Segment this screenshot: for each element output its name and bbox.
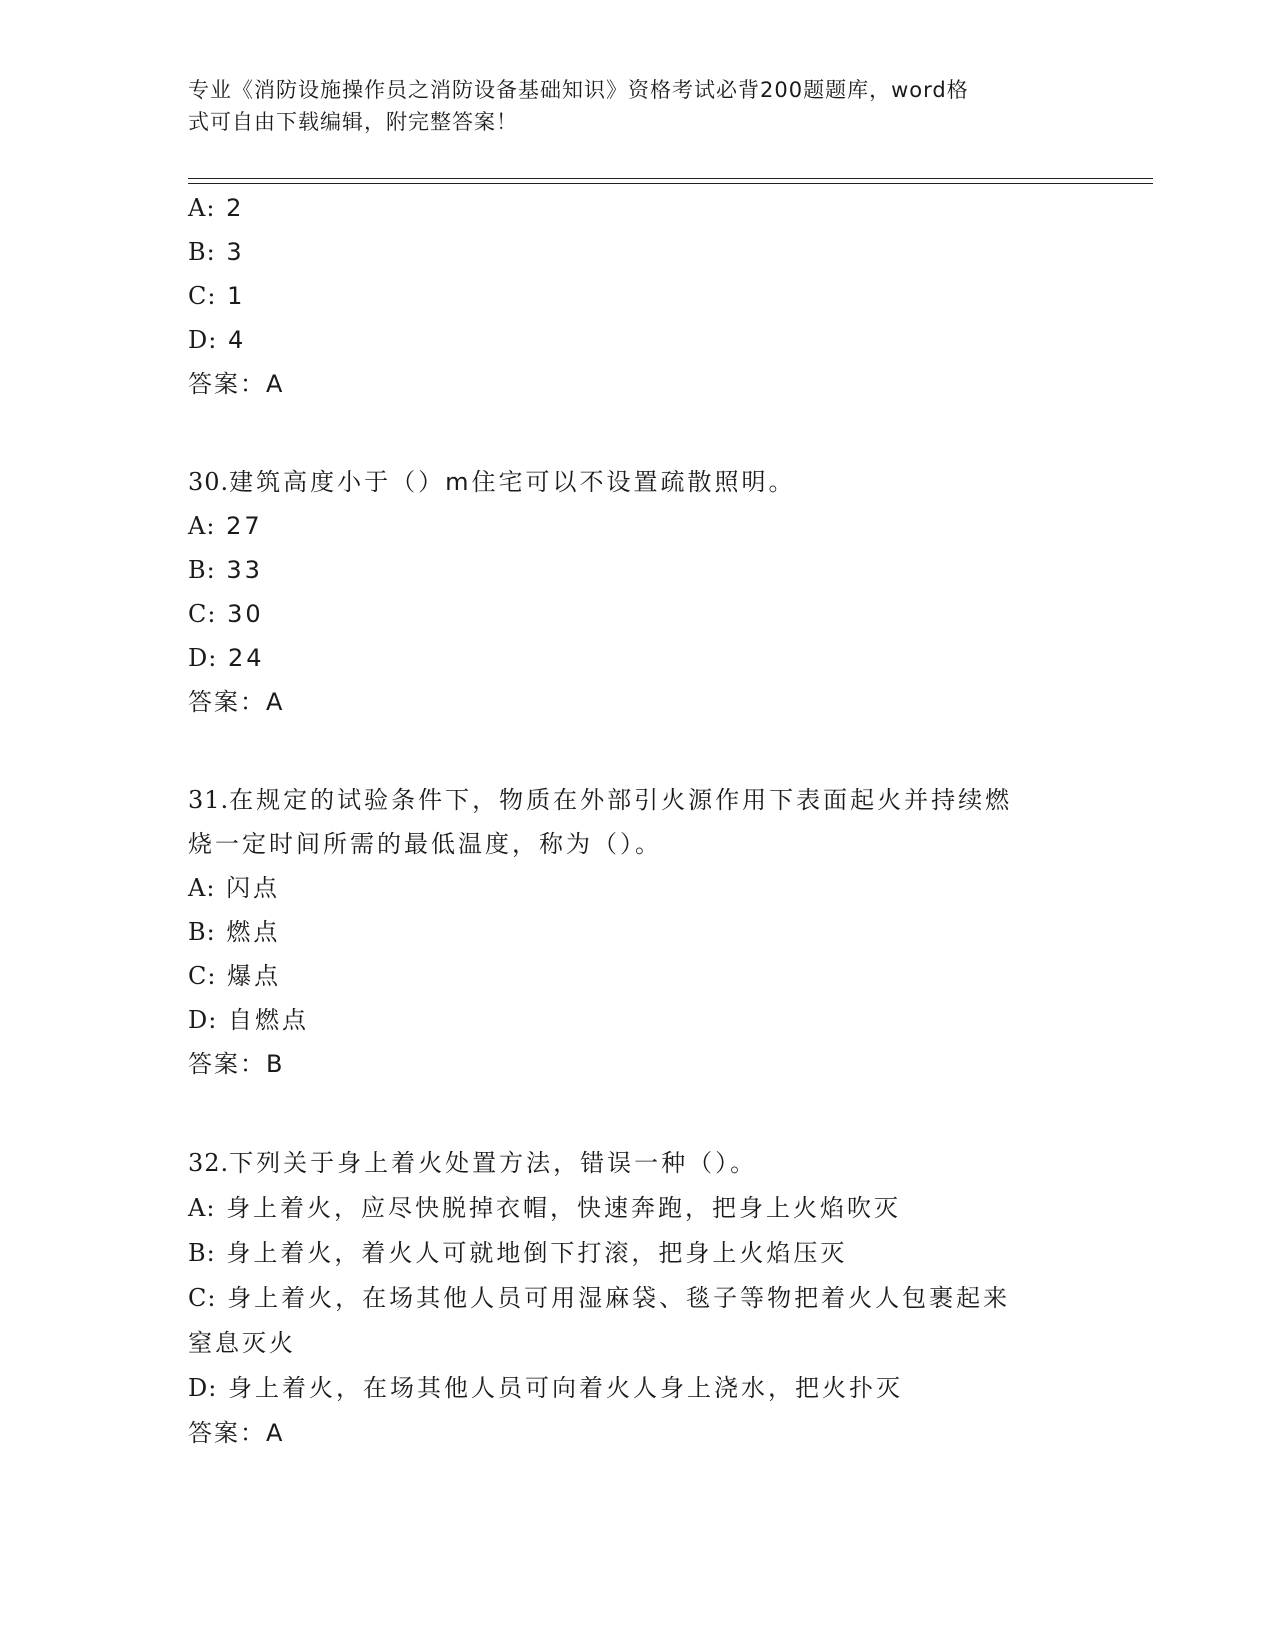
answer-label: 答案：: [188, 1419, 266, 1447]
option-label: A:: [188, 194, 216, 222]
option-label: D:: [188, 644, 218, 672]
header-line-2: 式可自由下载编辑，附完整答案！: [188, 110, 518, 134]
option-text: 自燃点: [227, 1006, 309, 1034]
option-text: 身上着火，在场其他人员可向着火人身上浇水，把火扑灭: [227, 1374, 903, 1402]
question-text: 建筑高度小于（）m住宅可以不设置疏散照明。: [229, 468, 796, 496]
option-d: [188, 643, 265, 673]
option-c-continued: [188, 1328, 296, 1358]
answer-label: 答案：: [188, 370, 266, 398]
option-label: D:: [188, 326, 218, 354]
option-a: [188, 511, 263, 541]
option-label: A:: [188, 874, 216, 902]
option-text: 身上着火，着火人可就地倒下打滚，把身上火焰压灭: [226, 1239, 848, 1267]
question-stem: [188, 1148, 757, 1178]
option-text: 身上着火，应尽快脱掉衣帽，快速奔跑，把身上火焰吹灭: [226, 1194, 902, 1222]
option-text: 窒息灭火: [188, 1329, 296, 1357]
header-line-1: 专业《消防设施操作员之消防设备基础知识》资格考试必背200题题库，word格: [188, 78, 969, 102]
option-c: [188, 599, 264, 629]
option-d: [188, 1373, 903, 1403]
option-d: [188, 325, 246, 355]
option-label: B:: [188, 1239, 216, 1267]
option-label: C:: [188, 600, 217, 628]
answer-line: [188, 1418, 285, 1448]
option-text: 27: [226, 512, 263, 540]
option-text: 燃点: [226, 918, 281, 946]
answer-value: B: [266, 1050, 286, 1078]
option-text: 爆点: [227, 962, 282, 990]
option-b: [188, 1238, 847, 1268]
answer-line: [188, 1049, 285, 1079]
question-stem-continued: [188, 829, 662, 859]
question-stem: [188, 467, 796, 497]
option-label: B:: [188, 238, 216, 266]
option-a: [188, 873, 280, 903]
option-text: 身上着火，在场其他人员可用湿麻袋、毯子等物把着火人包裹起来: [227, 1284, 1011, 1312]
header-divider-bottom: [188, 183, 1153, 184]
option-c: [188, 281, 245, 311]
header-divider-top: [188, 178, 1153, 179]
option-text: 4: [227, 326, 247, 354]
question-number: 31.: [188, 786, 230, 814]
option-d: [188, 1005, 309, 1035]
option-label: C:: [188, 1284, 217, 1312]
option-a: [188, 193, 244, 223]
question-number: 30.: [188, 468, 230, 496]
option-text: 2: [226, 194, 245, 222]
option-c: [188, 961, 281, 991]
question-text: 烧一定时间所需的最低温度，称为（）。: [188, 830, 662, 858]
option-label: A:: [188, 512, 216, 540]
answer-line: [188, 687, 285, 717]
option-label: C:: [188, 282, 217, 310]
option-label: B:: [188, 918, 216, 946]
option-c: [188, 1283, 1010, 1313]
question-text: 在规定的试验条件下，物质在外部引火源作用下表面起火并持续燃: [229, 786, 1013, 814]
option-b: [188, 917, 280, 947]
option-text: 30: [227, 600, 264, 628]
answer-value: A: [266, 688, 286, 716]
option-b: [188, 555, 263, 585]
question-stem: [188, 785, 1012, 815]
question-text: 下列关于身上着火处置方法，错误一种（）。: [229, 1149, 758, 1177]
option-text: 33: [226, 556, 263, 584]
option-label: B:: [188, 556, 216, 584]
answer-value: A: [266, 370, 286, 398]
document-header: [188, 74, 1068, 138]
option-label: C:: [188, 962, 217, 990]
option-text: 闪点: [226, 874, 281, 902]
option-a: [188, 1193, 901, 1223]
option-b: [188, 237, 245, 267]
answer-line: [188, 369, 285, 399]
option-text: 3: [226, 238, 245, 266]
answer-value: A: [266, 1419, 286, 1447]
option-text: 1: [227, 282, 246, 310]
question-number: 32.: [188, 1149, 230, 1177]
answer-label: 答案：: [188, 688, 266, 716]
option-text: 24: [227, 644, 265, 672]
option-label: D:: [188, 1374, 218, 1402]
option-label: D:: [188, 1006, 218, 1034]
option-label: A:: [188, 1194, 216, 1222]
answer-label: 答案：: [188, 1050, 266, 1078]
